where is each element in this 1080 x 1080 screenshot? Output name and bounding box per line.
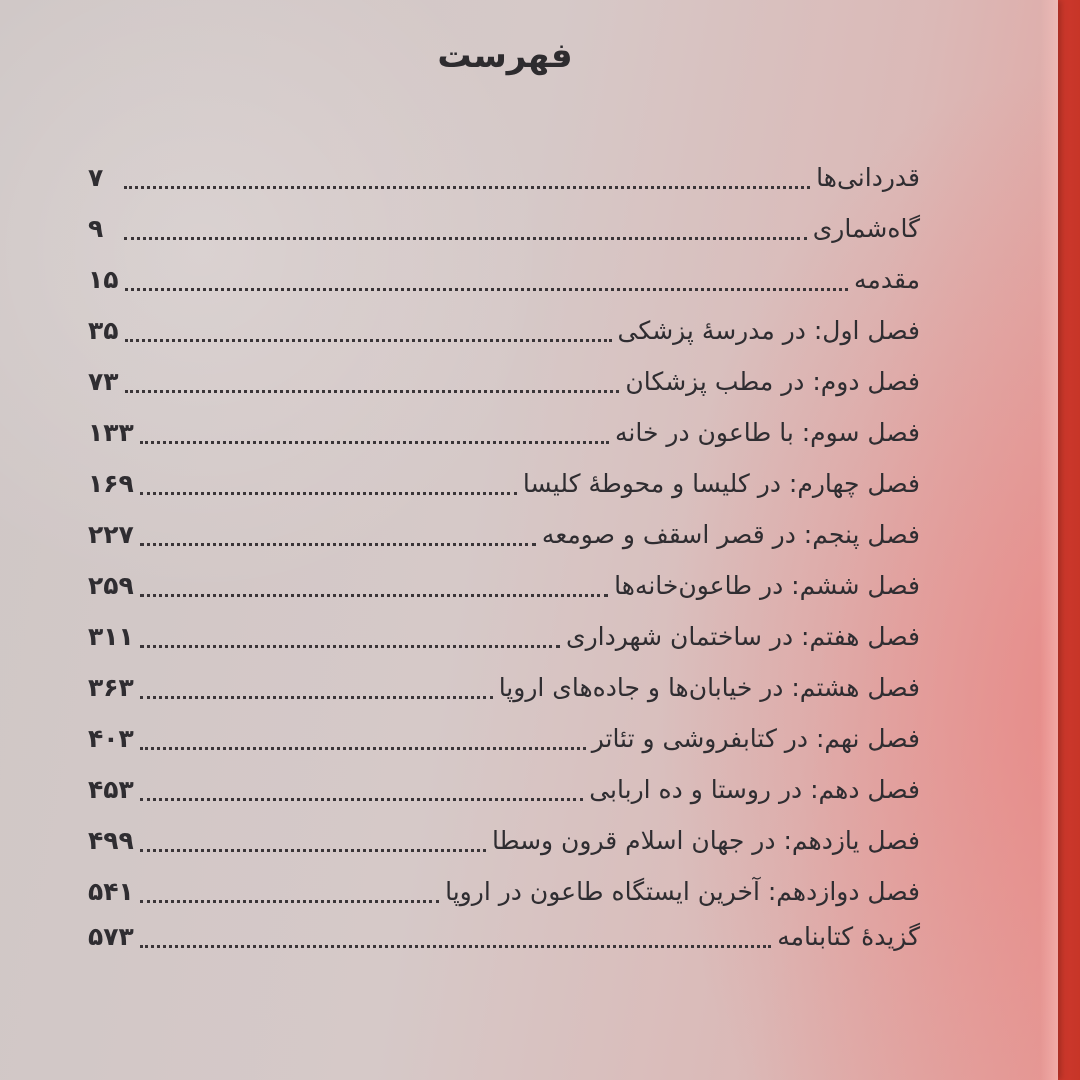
leader-dots [124,186,810,189]
toc-entry-page-number: ۵۷۳ [88,922,134,951]
toc-entry-page-number: ۳۱۱ [88,622,134,651]
toc-entry-chapter-2 [88,356,920,407]
toc-entry-label: قدردانی‌ها [816,163,920,192]
toc-entry-chapter-8 [88,662,920,713]
leader-dots [140,849,486,852]
toc-entry-label: فصل نهم: در کتابفروشی و تئاتر [591,724,920,753]
toc-entry-label: فصل دوم: در مطب پزشکان [625,367,920,396]
toc-entry-label: فصل دوازدهم: آخرین ایستگاه طاعون در اروپا [445,877,920,906]
leader-dots [124,237,807,240]
leader-dots [140,492,517,495]
leader-dots [125,390,620,393]
toc-entry-introduction [88,254,920,305]
leader-dots [140,900,439,903]
leader-dots [140,645,560,648]
toc-entry-label: فصل سوم: با طاعون در خانه [615,418,920,447]
leader-dots [140,798,583,801]
toc-entry-label: فصل پنجم: در قصر اسقف و صومعه [541,520,920,549]
toc-entry-chapter-12 [88,866,920,917]
toc-entry-page-number: ۱۵ [88,265,119,294]
leader-dots [125,339,612,342]
table-of-contents [88,152,920,962]
toc-entry-bibliography [88,911,920,962]
toc-entry-acknowledgements [88,152,920,203]
page-title: فهرست [437,36,573,76]
toc-entry-page-number: ۴۰۳ [88,724,134,753]
toc-entry-label: مقدمه [854,265,920,294]
leader-dots [125,288,849,291]
toc-entry-label: فصل هشتم: در خیابان‌ها و جاده‌های اروپا [498,673,920,702]
leader-dots [140,543,536,546]
toc-entry-chapter-4 [88,458,920,509]
toc-entry-page-number: ۱۶۹ [88,469,134,498]
toc-entry-page-number: ۴۹۹ [88,826,134,855]
leader-dots [140,696,493,699]
toc-entry-page-number: ۵۴۱ [88,877,134,906]
toc-entry-chapter-7 [88,611,920,662]
toc-entry-page-number: ۲۲۷ [88,520,134,549]
leader-dots [140,441,609,444]
toc-entry-chapter-1 [88,305,920,356]
toc-entry-chapter-3 [88,407,920,458]
toc-entry-chapter-5 [88,509,920,560]
leader-dots [140,594,608,597]
toc-entry-label: فصل دهم: در روستا و ده اربابی [589,775,920,804]
toc-entry-label: گزیدهٔ کتابنامه [777,922,920,951]
toc-entry-chapter-11 [88,815,920,866]
toc-entry-chapter-10 [88,764,920,815]
toc-entry-label: گاه‌شماری [812,214,920,243]
leader-dots [140,945,771,948]
toc-entry-page-number: ۷ [88,163,104,192]
page-edge [1040,0,1058,1080]
leader-dots [140,747,586,750]
toc-entry-chapter-9 [88,713,920,764]
toc-entry-label: فصل چهارم: در کلیسا و محوطهٔ کلیسا [522,469,920,498]
toc-entry-label: فصل ششم: در طاعون‌خانه‌ها [614,571,920,600]
toc-entry-page-number: ۳۶۳ [88,673,134,702]
toc-entry-chapter-6 [88,560,920,611]
toc-entry-page-number: ۱۳۳ [88,418,134,447]
toc-entry-chronology [88,203,920,254]
toc-entry-label: فصل هفتم: در ساختمان شهرداری [566,622,920,651]
toc-entry-label: فصل اول: در مدرسهٔ پزشکی [617,316,920,345]
toc-entry-page-number: ۴۵۳ [88,775,134,804]
toc-entry-page-number: ۳۵ [88,316,119,345]
toc-entry-page-number: ۷۳ [88,367,119,396]
toc-entry-page-number: ۹ [88,214,104,243]
toc-entry-page-number: ۲۵۹ [88,571,134,600]
toc-entry-label: فصل یازدهم: در جهان اسلام قرون وسطا [491,826,920,855]
